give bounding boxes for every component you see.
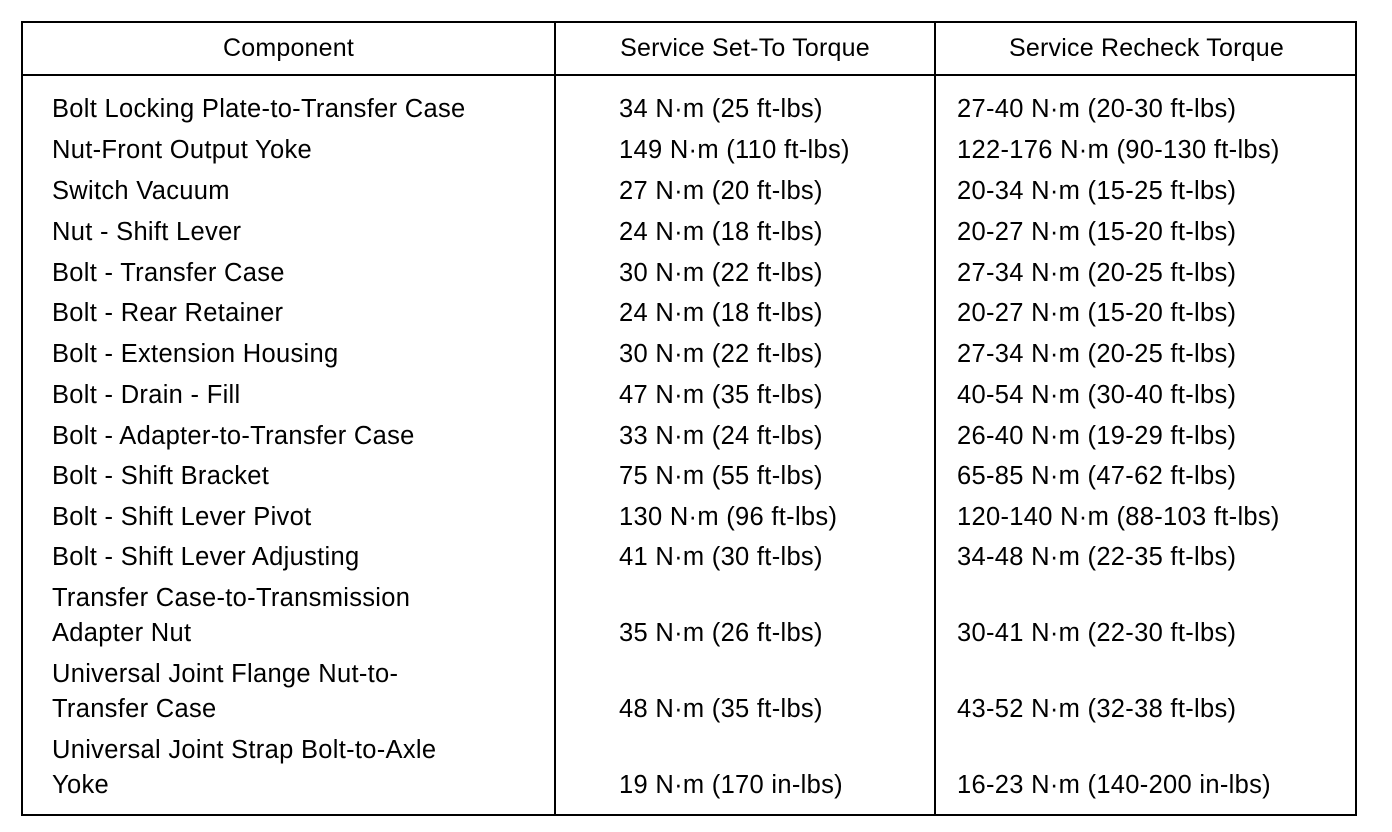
set-to-torque-cell: 30 N·m (22 ft-lbs) — [619, 259, 823, 287]
recheck-torque-cell: 27-34 N·m (20-25 ft-lbs) — [957, 340, 1237, 368]
component-cell-line2: Adapter Nut — [52, 619, 192, 647]
set-to-torque-cell: 33 N·m (24 ft-lbs) — [619, 422, 823, 450]
recheck-torque-cell: 20-34 N·m (15-25 ft-lbs) — [957, 177, 1237, 205]
component-cell: Bolt - Rear Retainer — [52, 299, 284, 327]
recheck-torque-cell: 20-27 N·m (15-20 ft-lbs) — [957, 218, 1237, 246]
set-to-torque-cell: 34 N·m (25 ft-lbs) — [619, 95, 823, 123]
recheck-torque-cell: 122-176 N·m (90-130 ft-lbs) — [957, 136, 1280, 164]
set-to-torque-cell: 30 N·m (22 ft-lbs) — [619, 340, 823, 368]
column-divider — [934, 23, 936, 814]
set-to-torque-cell: 27 N·m (20 ft-lbs) — [619, 177, 823, 205]
component-cell: Nut-Front Output Yoke — [52, 136, 313, 164]
recheck-torque-cell: 27-40 N·m (20-30 ft-lbs) — [957, 95, 1237, 123]
recheck-torque-cell: 27-34 N·m (20-25 ft-lbs) — [957, 259, 1237, 287]
recheck-torque-cell: 26-40 N·m (19-29 ft-lbs) — [957, 422, 1237, 450]
recheck-torque-cell: 120-140 N·m (88-103 ft-lbs) — [957, 503, 1280, 531]
component-cell-line1: Universal Joint Flange Nut-to- — [52, 660, 399, 688]
component-cell: Bolt - Shift Bracket — [52, 462, 270, 490]
recheck-torque-cell: 20-27 N·m (15-20 ft-lbs) — [957, 299, 1237, 327]
header-set-to-torque: Service Set-To Torque — [620, 34, 870, 62]
component-cell: Bolt - Shift Lever Adjusting — [52, 543, 360, 571]
set-to-torque-cell: 47 N·m (35 ft-lbs) — [619, 381, 823, 409]
set-to-torque-cell: 48 N·m (35 ft-lbs) — [619, 695, 823, 723]
recheck-torque-cell: 40-54 N·m (30-40 ft-lbs) — [957, 381, 1237, 409]
recheck-torque-cell: 65-85 N·m (47-62 ft-lbs) — [957, 462, 1237, 490]
component-cell-line2: Yoke — [52, 771, 109, 799]
component-cell: Bolt - Shift Lever Pivot — [52, 503, 312, 531]
set-to-torque-cell: 24 N·m (18 ft-lbs) — [619, 299, 823, 327]
component-cell-line2: Transfer Case — [52, 695, 217, 723]
recheck-torque-cell: 43-52 N·m (32-38 ft-lbs) — [957, 695, 1237, 723]
recheck-torque-cell: 30-41 N·m (22-30 ft-lbs) — [957, 619, 1237, 647]
set-to-torque-cell: 75 N·m (55 ft-lbs) — [619, 462, 823, 490]
set-to-torque-cell: 24 N·m (18 ft-lbs) — [619, 218, 823, 246]
component-cell: Bolt - Drain - Fill — [52, 381, 241, 409]
component-cell: Bolt - Extension Housing — [52, 340, 339, 368]
set-to-torque-cell: 35 N·m (26 ft-lbs) — [619, 619, 823, 647]
set-to-torque-cell: 41 N·m (30 ft-lbs) — [619, 543, 823, 571]
component-cell: Bolt - Transfer Case — [52, 259, 285, 287]
torque-table — [21, 21, 1357, 816]
set-to-torque-cell: 149 N·m (110 ft-lbs) — [619, 136, 850, 164]
column-divider — [554, 23, 556, 814]
component-cell: Nut - Shift Lever — [52, 218, 242, 246]
header-component: Component — [222, 34, 355, 62]
component-cell: Bolt - Adapter-to-Transfer Case — [52, 422, 415, 450]
component-cell-line1: Transfer Case-to-Transmission — [52, 584, 411, 612]
component-cell: Switch Vacuum — [52, 177, 230, 205]
recheck-torque-cell: 34-48 N·m (22-35 ft-lbs) — [957, 543, 1237, 571]
set-to-torque-cell: 130 N·m (96 ft-lbs) — [619, 503, 838, 531]
set-to-torque-cell: 19 N·m (170 in-lbs) — [619, 771, 843, 799]
component-cell-line1: Universal Joint Strap Bolt-to-Axle — [52, 736, 437, 764]
header-recheck-torque: Service Recheck Torque — [1009, 34, 1284, 62]
recheck-torque-cell: 16-23 N·m (140-200 in-lbs) — [957, 771, 1271, 799]
component-cell: Bolt Locking Plate-to-Transfer Case — [52, 95, 466, 123]
header-divider — [23, 74, 1355, 76]
